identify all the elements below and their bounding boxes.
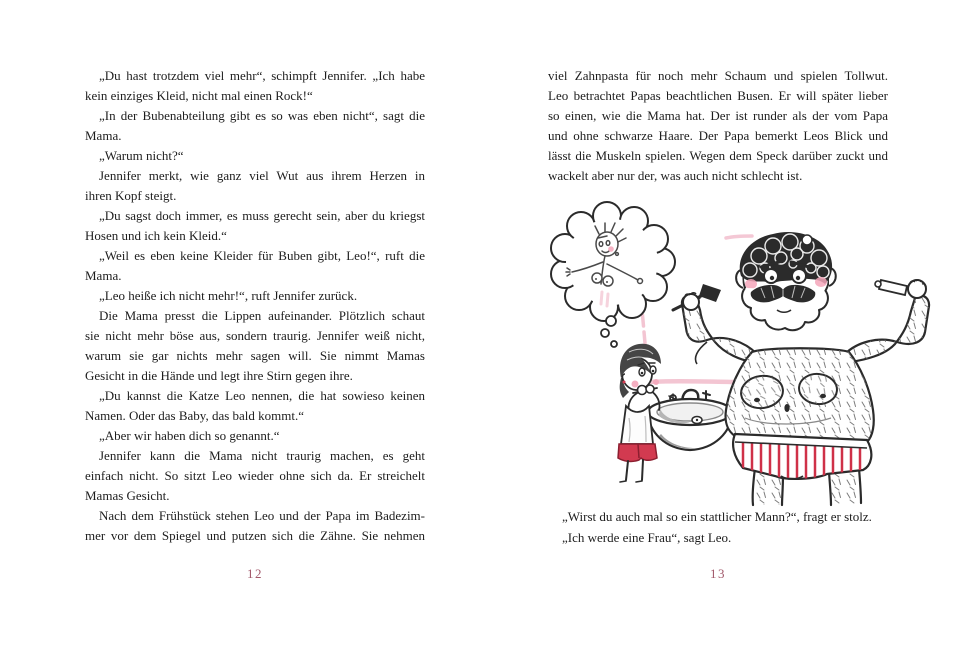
- text-line: „Du hast trotzdem viel mehr“, schimpft Jennifer. „Ich habe: [99, 68, 425, 83]
- text-line: „In der Bubenabteilung gibt es so was eben nicht“, sagt die: [99, 108, 425, 123]
- washbasin: [648, 390, 732, 450]
- text-line: lässt die Muskeln spielen. Wegen dem Speck darüber zuckt und: [548, 148, 888, 163]
- text-line: Namen. Oder das Baby, das bald kommt.“: [85, 408, 305, 423]
- toothpaste-tube: [875, 280, 907, 295]
- text-line: sie nicht mehr böse aus, sondern traurig. Jennifer weiß nicht,: [85, 328, 425, 343]
- text-line: Hosen und ich kein Kleid.“: [85, 228, 227, 243]
- text-line: Mama.: [85, 268, 122, 283]
- text-line: so einen, wie die Mama hat. Der ist runder als der vom Papa: [548, 108, 888, 123]
- text-line: Die Mama presst die Lippen aufeinander. Plötzlich schaut: [99, 308, 425, 323]
- text-line: ihren Kopf steigt.: [85, 188, 177, 203]
- text-line: kein einziges Kleid, nicht mal einen Rock!“: [85, 88, 313, 103]
- papa-figure: [673, 232, 929, 505]
- papa-right-arm: [845, 280, 929, 362]
- text-line: „Wirst du auch mal so ein stattlicher Mann?“, fragt er stolz.: [562, 509, 872, 524]
- text-line: „Warum nicht?“: [99, 148, 184, 163]
- papa-curly-hair: [740, 232, 832, 284]
- papa-head: [736, 232, 836, 330]
- text-line: viel Zahnpasta für noch mehr Schaum und spielen Tollwut.: [548, 68, 888, 83]
- text-line: wackelt aber nur der, was auch nicht schlecht ist.: [548, 168, 803, 183]
- text-line: einfach nicht. So sitzt Leo wieder ohne sich da. Er streichelt: [85, 468, 425, 483]
- text-line: „Weil es eben keine Kleider für Buben gibt, Leo!“, ruft die: [99, 248, 425, 263]
- text-line: mer vor dem Spiegel und putzen sich die Zähne. Sie nehmen: [85, 528, 425, 543]
- text-line: Jennifer kann die Mama nicht traurig machen, es geht: [99, 448, 425, 463]
- right-page-text-bottom: [548, 506, 888, 548]
- text-line: „Ich werde eine Frau“, sagt Leo.: [562, 530, 732, 545]
- text-line: Gesicht in die Hände und legt ihre Stirn gegen ihre.: [85, 368, 353, 383]
- text-line: Mama.: [85, 128, 122, 143]
- text-line: „Du kannst die Katze Leo nennen, die hat sowieso keinen: [99, 388, 425, 403]
- left-page-number: 12: [247, 566, 263, 581]
- text-line: Leo betrachtet Papas beachtlichen Busen. Er will später lieber: [548, 88, 888, 103]
- text-line: Mamas Gesicht.: [85, 488, 170, 503]
- text-line: Jennifer merkt, wie ganz viel Wut aus ihrem Herzen in: [99, 168, 425, 183]
- text-line: warum sie gar nichts mehr sagen will. Sie nimmt Mamas: [85, 348, 425, 363]
- thought-bubble: [551, 202, 675, 321]
- text-line: „Du sagst doch immer, es muss gerecht sein, aber du kriegst: [99, 208, 425, 223]
- left-page-text: [85, 66, 425, 546]
- papa-torso: [726, 348, 874, 442]
- text-line: „Aber wir haben dich so genannt.“: [99, 428, 280, 443]
- bathroom-illustration: [545, 192, 940, 510]
- right-page-number: 13: [710, 566, 726, 581]
- right-page-text-top: [548, 66, 888, 186]
- text-line: „Leo heiße ich nicht mehr!“, ruft Jennifer zurück.: [99, 288, 358, 303]
- text-line: und ohne schwarze Haare. Der Papa bemerkt Leos Blick und: [548, 128, 888, 143]
- text-line: Nach dem Frühstück stehen Leo und der Papa im Badezim-: [99, 508, 425, 523]
